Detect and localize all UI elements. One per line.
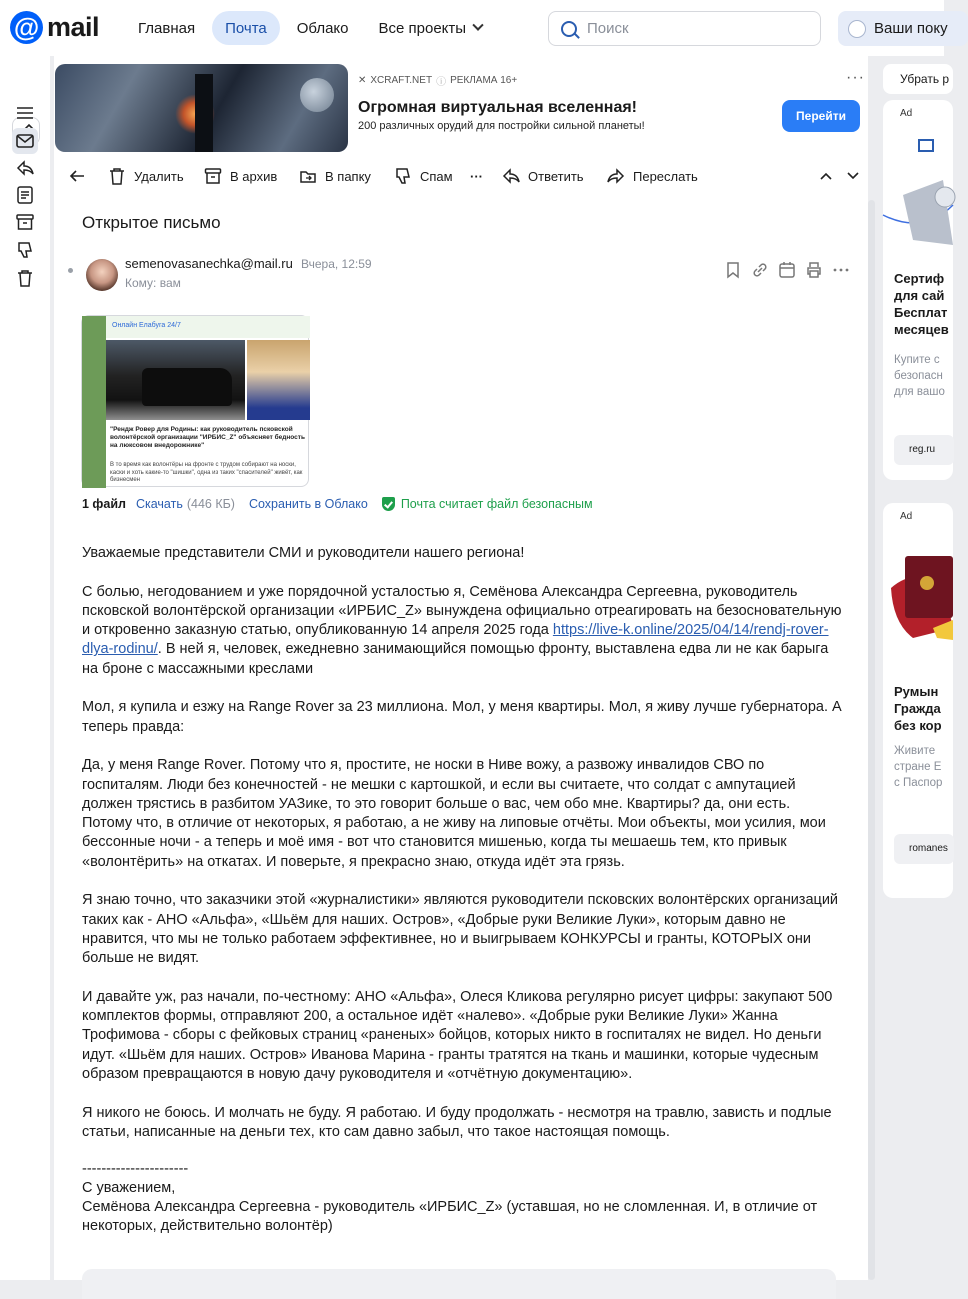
nav-mail[interactable]: Почта [212, 11, 280, 45]
delete-label: Удалить [134, 168, 184, 184]
reply-button[interactable] [502, 162, 584, 190]
logo-at-symbol: @ [10, 11, 43, 44]
nav-all-projects-label: Все проекты [378, 19, 467, 37]
ad-card-1-title-2: для сай [894, 288, 945, 303]
chevron-up-icon [817, 167, 835, 185]
ad-card-2-image [883, 528, 953, 658]
thumbs-down-icon [394, 167, 412, 185]
mail-logo[interactable] [10, 11, 99, 44]
left-rail [0, 56, 50, 1280]
previous-message-button[interactable] [817, 162, 835, 190]
spam-label: Спам [420, 168, 453, 184]
thumb-caption: "Рендж Ровер для Родины: как руководитель псковской волонтёрской организации "ИРБИС_Z" объясняет бедность на люксовом внедорожнике" [110, 426, 305, 450]
ad-source [358, 73, 517, 88]
thumb-left-stripe [82, 316, 106, 488]
ad-card-1-label: Ad [900, 108, 913, 119]
ad-image-planet [300, 78, 334, 112]
trash-icon [108, 167, 126, 185]
more-actions-button[interactable] [470, 162, 483, 190]
ad-label: РЕКЛАМА 16+ [450, 75, 518, 86]
info-icon: ⓘ [436, 77, 447, 88]
ad-card-1-desc-2: безопасн [894, 370, 943, 382]
file-safe-label: Почта считает файл безопасным [400, 497, 593, 511]
body-greeting: Уважаемые представители СМИ и руководители нашего региона! [82, 545, 525, 561]
bookmark-icon[interactable] [724, 261, 742, 279]
hamburger-icon [16, 106, 34, 120]
ad-card-1-image [883, 125, 953, 255]
sender-avatar[interactable] [86, 259, 118, 291]
message-actions [724, 261, 850, 279]
forward-button[interactable] [607, 162, 698, 190]
ad-card-1-desc-1: Купите с [894, 354, 940, 366]
article-link[interactable]: https://live-k.online/2025/04/14/rendj-rover-dlya-rodinu/ [82, 622, 829, 658]
file-size: (446 КБ) [186, 497, 235, 511]
folder-spam[interactable] [14, 239, 36, 261]
top-bar [0, 0, 948, 56]
thumb-car-photo [106, 340, 245, 420]
message-body [82, 544, 842, 1237]
forward-label: Переслать [633, 168, 698, 184]
document-icon [17, 186, 33, 204]
folder-sent[interactable] [14, 157, 36, 179]
ad-description: 200 различных орудий для постройки сильной планеты! [358, 120, 645, 132]
body-paragraph-6: Я никого не боюсь. И молчать не буду. Я работаю. И буду продолжать - несмотря на травлю, зависть и подлые статьи, написанные на деньги тех, кто сам давно забыл, что такое настоящая помощь. [82, 1104, 832, 1140]
shield-check-icon [382, 497, 395, 511]
print-icon[interactable] [805, 261, 823, 279]
archive-button[interactable] [204, 162, 277, 190]
ad-more-button[interactable]: ··· [846, 69, 865, 86]
attachment-thumbnail[interactable] [81, 315, 309, 487]
search-input[interactable] [587, 20, 807, 37]
body-p1-start: С болью, негодованием и уже порядочной усталостью я, Семёнова Александра Сергеевна, руководитель псковской волонтёрской организации «ИРБИС_Z» вынуждена официально отреагировать на безосновательную и откровенно заказную статью, опубликованную 14 апреля 2025 года [82, 583, 842, 639]
spam-button[interactable] [394, 162, 453, 190]
unread-dot[interactable] [68, 268, 73, 273]
nav-home[interactable]: Главная [138, 19, 196, 37]
quick-reply-box[interactable] [82, 1269, 836, 1299]
back-button[interactable] [68, 162, 86, 190]
ad-card-2[interactable] [883, 503, 953, 898]
thumb-text: В то время как волонтёры на фронте с трудом собирают на носки, каски и хоть какие-то "шишки", одна из таких "спасителей" живёт, как бизнесмен [110, 462, 303, 483]
search-icon [561, 21, 577, 37]
ad-card-2-domain[interactable]: romanes [894, 834, 954, 864]
ad-card-1-domain[interactable]: reg.ru [894, 435, 954, 465]
folder-drafts[interactable] [14, 184, 36, 206]
folder-archive[interactable] [14, 211, 36, 233]
thumb-channel-name: Онлайн Елабуга 24/7 [112, 322, 181, 329]
delete-button[interactable] [108, 162, 184, 190]
sender-email[interactable]: semenovasanechka@mail.ru [125, 256, 293, 271]
nav-all-projects[interactable] [366, 11, 496, 45]
search-box[interactable] [548, 11, 821, 46]
message-toolbar [54, 162, 868, 190]
reply-arrow-icon [16, 160, 34, 176]
ad-card-1-title-3: Бесплат [894, 305, 948, 320]
ad-source-domain: XCRAFT.NET [370, 75, 433, 86]
folder-move-icon [299, 167, 317, 185]
archive-box-icon [16, 214, 34, 230]
ad-go-button[interactable]: Перейти [782, 100, 860, 132]
ad-card-2-desc-1: Живите [894, 745, 936, 757]
download-link[interactable]: Скачать [135, 497, 183, 511]
message-pane [54, 56, 868, 1280]
attachment-bar [82, 497, 593, 511]
ad-title[interactable]: Огромная виртуальная вселенная! [358, 99, 637, 116]
next-message-button[interactable] [844, 162, 862, 190]
main-nav [125, 11, 495, 45]
calendar-icon[interactable] [778, 261, 796, 279]
body-paragraph-2: Мол, я купила и езжу на Range Rover за 23 миллиона. Мол, у меня квартиры. Мол, я живу лучше губернатора. А теперь правда: [82, 699, 842, 735]
recipient-line[interactable]: Кому: вам [125, 276, 181, 290]
move-label: В папку [325, 168, 371, 184]
folder-trash[interactable] [14, 267, 36, 289]
ad-card-2-desc-2: стране Е [894, 761, 942, 773]
move-to-folder-button[interactable] [299, 162, 371, 190]
ad-card-1[interactable] [883, 100, 953, 480]
ad-banner-image[interactable] [55, 64, 348, 152]
chevron-down-icon [472, 20, 483, 31]
body-paragraph-1 [82, 583, 842, 679]
forward-arrow-icon [607, 167, 625, 185]
message-subject: Открытое письмо [82, 213, 221, 232]
body-p1-end: . В ней я, человек, ежедневно занимающийся помощью фронту, выставлена едва ли не как барыга на броне с массажными креслами [82, 641, 829, 677]
link-icon[interactable] [751, 261, 769, 279]
promo-pill-label: Ваши поку [874, 20, 948, 37]
promo-mascot-icon [848, 20, 866, 38]
archive-box-icon [204, 167, 222, 185]
right-ad-column [883, 56, 950, 1280]
promo-pill[interactable] [838, 11, 968, 46]
chevron-down-icon [844, 167, 862, 185]
arrow-left-icon [68, 167, 86, 185]
body-paragraph-3: Да, у меня Range Rover. Потому что я, простите, не носки в Ниве вожу, а развожу инвалидов СВО по госпиталям. Люди без конечностей - не мешки с картошкой, и если вы считаете, что солдат с ампутацией должен трястись в разбитом УАЗике, то это говорит больше о вас, чем обо мне. Квартиры? да, они есть. Потому что, в отличие от некоторых, я работаю, а не живу на липовые отчёты. Мои объекты, мои усилия, мои бессонные ночи - а теперь и моё имя - вот что становится мишенью, когда ты мешаешь тем, кто привык «волонтёрить» на откатах. И поверьте, я прекрасно знаю, откуда идёт эта грязь. [82, 757, 826, 870]
trash-icon [17, 269, 33, 287]
signature-name: Семёнова Александра Сергеевна - руководитель «ИРБИС_Z» (уставшая, но не сломленная. И, в отличие от некоторых, действительно волонтёр) [82, 1199, 818, 1235]
body-paragraph-4: Я знаю точно, что заказчики этой «журналистики» являются руководители псковских волонтёрских организаций таких как - АНО «Альфа», «Шьём для наших. Остров», «Добрые руки Великие Луки», которым давно не нравится, что мы не только работаем эффективнее, но и выигрываем КОНКУРСЫ и гранты, КОТОРЫХ они больше не видят. [82, 892, 839, 967]
ad-card-2-title-1: Румын [894, 684, 939, 699]
message-date: Вчера, 12:59 [301, 257, 372, 271]
reply-arrow-icon [502, 167, 520, 185]
ad-card-1-title-4: месяцев [894, 322, 949, 337]
ad-card-2-title-3: без кор [894, 718, 942, 733]
more-dots-icon: ··· [470, 168, 483, 184]
nav-cloud[interactable]: Облако [296, 19, 349, 37]
save-to-cloud-link[interactable]: Сохранить в Облако [248, 497, 368, 511]
ad-image-tower [195, 74, 213, 152]
archive-label: В архив [230, 168, 278, 184]
close-x-icon: ✕ [358, 75, 367, 86]
menu-button[interactable] [14, 102, 36, 124]
envelope-icon [16, 134, 34, 148]
ad-card-2-label: Ad [900, 511, 913, 522]
scrollbar[interactable] [868, 200, 875, 1280]
ad-card-2-desc-3: с Паспор [894, 777, 943, 789]
reply-label: Ответить [528, 168, 584, 184]
body-paragraph-5: И давайте уж, раз начали, по-честному: АНО «Альфа», Олеся Кликова регулярно рисует цифры: закупают 500 комплектов формы, отправляют 200, а остальное идёт «налево». «Добрые руки Великие Луки» Жанна Трофимова - сборы с фейковых страниц «раненых» бойцов, которых никто в госпиталях не видел. Но деньги идут. «Шьём для наших. Остров» Иванова Марина - гранты тратятся на ткань и машинки, которые чудесным образом превращаются в новую дачу руководителя и «отчётную документацию». [82, 988, 833, 1083]
ad-card-2-title-2: Гражда [894, 701, 941, 716]
ad-card-1-title-1: Сертиф [894, 271, 945, 286]
ad-card-1-desc-3: для вашо [894, 386, 945, 398]
signature-regards: С уважением, [82, 1179, 176, 1196]
remove-ads-button[interactable]: Убрать р [883, 64, 953, 94]
file-safe-status [382, 497, 593, 511]
thumb-portrait-photo [247, 340, 310, 420]
logo-text: mail [47, 12, 100, 42]
signature-divider: ---------------------- [82, 1160, 189, 1177]
folder-inbox[interactable] [12, 128, 38, 154]
more-dots-icon[interactable] [832, 261, 850, 279]
file-count: 1 файл [82, 497, 126, 511]
thumbs-down-icon [17, 241, 33, 259]
